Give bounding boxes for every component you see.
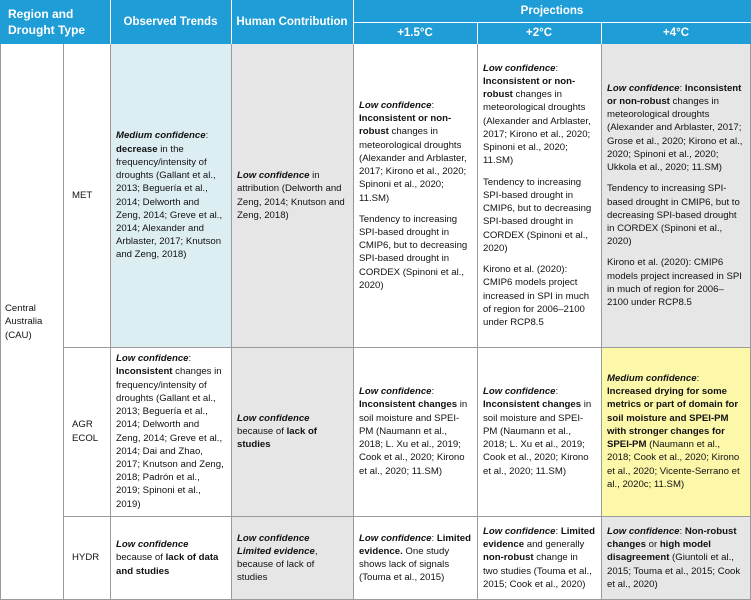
agr-observed: Low confidence: Inconsistent changes in frequency/intensity of droughts (Gallant et al., 2013; Beguería et al., 2014; Delworth and Zeng, 2014; Greve et al., 2014; Dai and Zhao, 2017; Knutson and Zeng, 2018; Padrón et al., 2019; Spinoni et al., 2019): [116, 353, 224, 510]
header-divider: [601, 22, 602, 44]
header-region: [0, 0, 110, 44]
header-p15: +1.5°C: [353, 22, 477, 44]
hydr-p4: Low confidence: Non-robust changes or high model disagreement (Giuntoli et al., 2015; Touma et al., 2015; Cook et al., 2020): [607, 525, 741, 590]
header-divider: [231, 0, 232, 44]
met-p15: Low confidence: Inconsistent or non-robust changes in meteorological droughts (Alexander and Arblaster, 2017; Kirono et al., 2020; Spinoni et al., 2020; 11.SM) Tendency to increasing SPI-based drought in CMIP6, but to decreasing SPI-based drought in CORDEX (Spinoni et al., 2020): [359, 99, 468, 291]
header-divider: [353, 22, 751, 23]
header-observed: Observed Trends: [110, 0, 231, 44]
header-projections: Projections: [353, 0, 751, 22]
header-divider: [110, 0, 111, 44]
hydr-p15: Low confidence: Limited evidence. One study shows lack of signals (Touma et al., 2015): [359, 532, 471, 584]
agr-p15: Low confidence: Inconsistent changes in soil moisture and SPEI-PM (Naumann et al., 2018; L. Xu et al., 2019; Cook et al., 2020; Kirono et al., 2020; 11.SM): [359, 386, 468, 477]
hydr-p2: Low confidence: Limited evidence and generally non-robust change in two studies (Touma et al., 2015; Cook et al., 2020): [483, 525, 595, 590]
header-region-label: Region and Drought Type: [8, 7, 86, 38]
type-met: MET: [72, 189, 93, 201]
met-human: Low confidence in attribution (Delworth and Zeng, 2014; Knutson and Zeng, 2018): [237, 170, 345, 221]
met-p4: Low confidence: Inconsistent or non-robust changes in meteorological droughts (Alexander and Arblaster, 2017; Grose et al., 2020; Kirono et al., 2020; Spinoni et al., 2020; Ukkola et al., 2020; 11.SM) Tendency to increasing SPI-based drought in CMIP6, but to decreasing SPI-based drought in CORDEX (Spinoni et al., 2020) Kirono et al. (2020): CMIP6 models project increased in SPI in much of region for 2006–2100 under RCP8.5: [607, 82, 743, 309]
hydr-human: Low confidence Limited evidence, because of lack of studies: [237, 532, 318, 584]
met-p2: Low confidence: Inconsistent or non-robust changes in meteorological droughts (Alexander and Arblaster, 2017; Kirono et al., 2020; Spinoni et al., 2020; 11.SM) Tendency to increasing SPI-based drought in CMIP6, but to decreasing SPI-based drought in CORDEX (Spinoni et al., 2020) Kirono et al. (2020): CMIP6 models project increased in SPI in much of region for 2006–2100 under RCP8.5: [483, 62, 592, 328]
header-p4: +4°C: [601, 22, 751, 44]
type-agr-ecol: AGR ECOL: [72, 419, 99, 444]
type-hydr: HYDR: [72, 552, 100, 564]
header-divider: [477, 22, 478, 44]
hydr-observed: Low confidence because of lack of data and studies: [116, 539, 219, 577]
header-human: Human Contribution: [231, 0, 353, 44]
agr-human: Low confidence because of lack of studies: [237, 412, 318, 451]
met-observed: Medium confidence: decrease in the frequency/intensity of droughts (Gallant et al., 2013; Beguería et al., 2014; Delworth and Zeng, 2014; Greve et al., 2014; Alexander and Arblaster, 2017; Knutson and Zeng, 2018): [116, 130, 223, 261]
header-p2: +2°C: [477, 22, 601, 44]
agr-p4: Medium confidence: Increased drying for some metrics or part of domain for soil moisture and SPEI-PM with stronger changes for SPEI-PM (Naumann et al., 2018; Cook et al., 2020; Kirono et al., 2020; Vicente-Serrano et al., 2020c; 11.SM): [607, 372, 740, 490]
region-label: Central Australia (CAU): [5, 303, 43, 341]
agr-p2: Low confidence: Inconsistent changes in soil moisture and SPEI-PM (Naumann et al., 2018; L. Xu et al., 2019; Cook et al., 2020; Kirono et al., 2020; 11.SM): [483, 386, 592, 477]
